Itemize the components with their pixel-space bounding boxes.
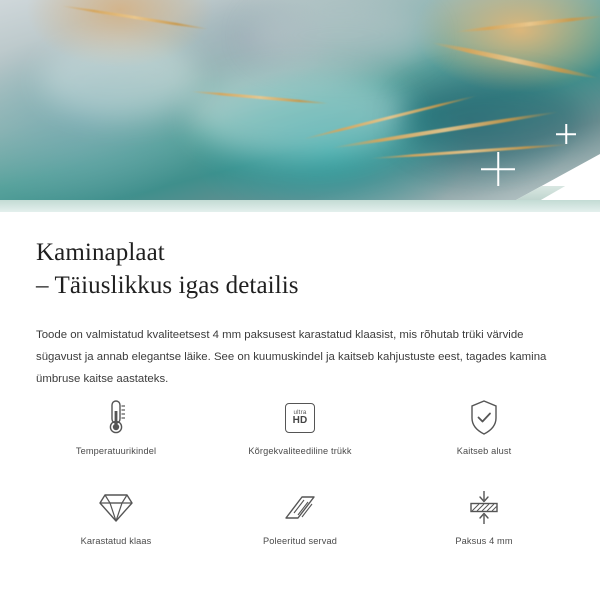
artwork-smudge: [250, 0, 430, 70]
feature-item-surface-protection: [392, 396, 576, 474]
feature-label: Kõrgekvaliteediline trükk: [248, 446, 352, 456]
shield-check-icon: [467, 396, 501, 440]
feature-item-thickness: [392, 486, 576, 564]
marble-artwork: [0, 0, 600, 200]
thermometer-icon: [99, 396, 133, 440]
feature-item-temperature: [24, 396, 208, 474]
thickness-icon: [466, 486, 502, 530]
page-title: [0, 222, 600, 302]
artwork-smudge: [190, 70, 410, 160]
feature-label: Karastatud klaas: [80, 536, 152, 546]
content-block: [0, 222, 600, 391]
description-paragraph: Toode on valmistatud kvaliteetsest 4 mm paksusest karastatud klaasist, mis rõhutab trüki värvide sügavust ja annab elegantse läike. See on kuumuskindel ja kaitseb kahjustuste eest, tagades kamina ümbruse kaitse aastateks.: [36, 329, 547, 386]
polished-edges-icon: [282, 486, 318, 530]
feature-grid: [0, 396, 600, 564]
feature-item-tempered-glass: [24, 486, 208, 564]
ultra-hd-badge-bottom: HD: [292, 415, 308, 427]
gold-vein: [431, 40, 598, 80]
feature-item-polished-edges: [208, 486, 392, 564]
feature-label: Kaitseb alust: [456, 446, 512, 456]
ultra-hd-icon: [285, 396, 315, 440]
glass-edge-highlight: [0, 200, 600, 222]
feature-label: Temperatuurikindel: [75, 446, 157, 456]
artwork-smudge: [40, 40, 200, 120]
ultra-hd-badge-top: ultra: [293, 408, 307, 416]
gold-vein: [455, 14, 600, 34]
page-title-line1: Kaminaplaat: [36, 239, 165, 266]
page-title-line2: – Täiuslikkus igas detailis: [36, 272, 299, 299]
hero-image: [0, 0, 600, 222]
feature-label: Poleeritud servad: [262, 536, 338, 546]
gold-vein: [61, 4, 210, 30]
feature-label: Paksus 4 mm: [455, 536, 513, 546]
diamond-icon: [98, 486, 134, 530]
feature-item-print-quality: [208, 396, 392, 474]
